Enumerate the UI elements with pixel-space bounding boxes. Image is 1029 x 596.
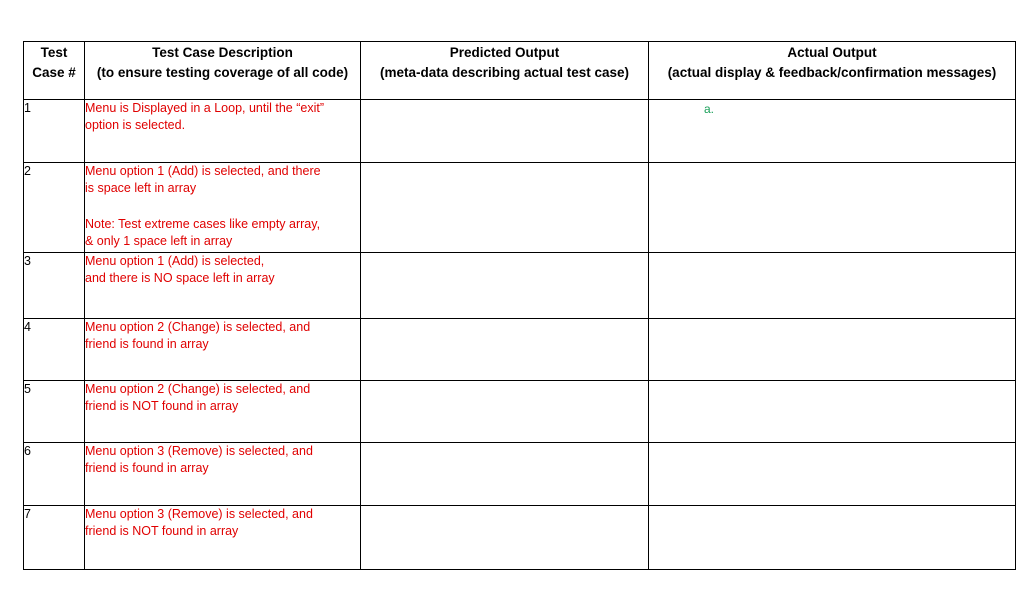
description-cell (85, 381, 361, 443)
header-pred-line1: Predicted Output (449, 45, 560, 60)
description-cell (85, 163, 361, 253)
description-spacer (85, 197, 360, 216)
table-row (24, 100, 1016, 163)
header-num-line2: Case # (32, 65, 76, 80)
description-line: friend is NOT found in array (85, 399, 239, 413)
description-line: Menu option 1 (Add) is selected, (85, 254, 265, 268)
case-number-cell: 4 (24, 319, 85, 381)
description-cell (85, 319, 361, 381)
description-line: Menu option 3 (Remove) is selected, and (85, 444, 313, 458)
description-line: Menu option 3 (Remove) is selected, and (85, 507, 313, 521)
header-actual-line2: (actual display & feedback/confirmation messages) (667, 65, 997, 80)
actual-output-cell[interactable] (649, 381, 1016, 443)
description-note-line: & only 1 space left in array (85, 234, 233, 248)
actual-output-note: a. (704, 102, 715, 116)
description-note-line: Note: Test extreme cases like empty array, (85, 217, 321, 231)
header-predicted-output (361, 42, 649, 100)
predicted-output-cell[interactable] (361, 253, 649, 319)
actual-output-cell[interactable] (649, 163, 1016, 253)
case-number-cell: 3 (24, 253, 85, 319)
description-line: is space left in array (85, 181, 197, 195)
case-number-cell: 6 (24, 443, 85, 506)
actual-output-cell[interactable] (649, 443, 1016, 506)
header-desc-line1: Test Case Description (152, 45, 293, 60)
description-line: friend is NOT found in array (85, 524, 239, 538)
header-test-case-number (24, 42, 85, 100)
table-row (24, 506, 1016, 570)
description-line: friend is found in array (85, 461, 209, 475)
table-row (24, 163, 1016, 253)
case-number-cell: 5 (24, 381, 85, 443)
case-number-cell: 1 (24, 100, 85, 163)
table-row (24, 443, 1016, 506)
description-line: Menu option 2 (Change) is selected, and (85, 382, 311, 396)
test-case-table (23, 41, 1016, 570)
description-line: and there is NO space left in array (85, 271, 275, 285)
description-line: Menu option 2 (Change) is selected, and (85, 320, 311, 334)
actual-output-cell[interactable] (649, 100, 1016, 163)
predicted-output-cell[interactable] (361, 443, 649, 506)
predicted-output-cell[interactable] (361, 506, 649, 570)
table-row (24, 253, 1016, 319)
actual-output-cell[interactable] (649, 506, 1016, 570)
description-cell (85, 253, 361, 319)
actual-output-cell[interactable] (649, 253, 1016, 319)
header-test-case-description (85, 42, 361, 100)
case-number-cell: 2 (24, 163, 85, 253)
table-row (24, 381, 1016, 443)
case-number-cell: 7 (24, 506, 85, 570)
predicted-output-cell[interactable] (361, 381, 649, 443)
description-line: option is selected. (85, 118, 186, 132)
predicted-output-cell[interactable] (361, 163, 649, 253)
description-line: friend is found in array (85, 337, 209, 351)
predicted-output-cell[interactable] (361, 319, 649, 381)
predicted-output-cell[interactable] (361, 100, 649, 163)
header-row (24, 42, 1016, 100)
header-actual-output (649, 42, 1016, 100)
header-num-line1: Test (40, 45, 68, 60)
description-line: Menu option 1 (Add) is selected, and there (85, 164, 321, 178)
header-actual-line1: Actual Output (787, 45, 877, 60)
description-cell (85, 100, 361, 163)
header-pred-line2: (meta-data describing actual test case) (379, 65, 630, 80)
header-desc-line2: (to ensure testing coverage of all code) (96, 65, 349, 80)
description-cell (85, 506, 361, 570)
table-row (24, 319, 1016, 381)
description-cell (85, 443, 361, 506)
description-line: Menu is Displayed in a Loop, until the “exit” (85, 101, 325, 115)
actual-output-cell[interactable] (649, 319, 1016, 381)
